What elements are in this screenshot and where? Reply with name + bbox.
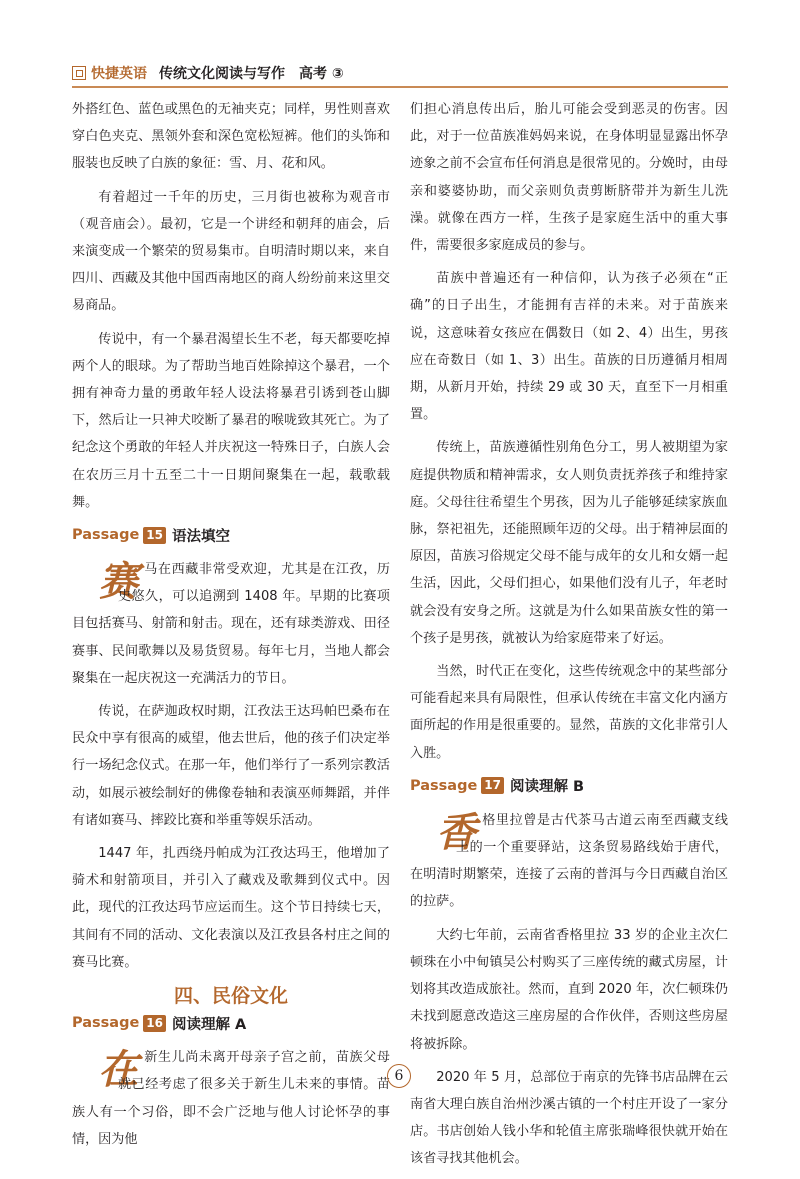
- section-title: 四、民俗文化: [173, 985, 288, 1008]
- drop-cap: 赛: [98, 558, 139, 606]
- page-number: 6: [387, 1064, 411, 1088]
- left-column: [72, 96, 390, 1159]
- paragraph-text: 新生儿尚未离开母亲子宫之前，苗族父母就已经考虑了很多关于新生儿未来的事情。苗族人有一个习俗，即不会广泛地与他人讨论怀孕的事情，因为他: [72, 1050, 390, 1147]
- paragraph: 传说，在萨迦政权时期，江孜法王达玛帕巴桑布在民众中享有很高的威望，他去世后，他的孩子们决定举行一场纪念仪式。在那一年，他们举行了一系列宗教活动，如展示被绘制好的佛像卷轴和表演巫师舞蹈，并伴有诸如赛马、摔跤比赛和举重等娱乐活动。: [72, 704, 390, 828]
- drop-cap: 在: [98, 1046, 139, 1094]
- header-rule: [72, 86, 728, 88]
- paragraph: 2020 年 5 月，总部位于南京的先锋书店品牌在云南省大理白族自治州沙溪古镇的一个村庄开设了一家分店。书店创始人钱小华和轮值主席张瑞峰很快就开始在该省寻找其他机会。: [410, 1069, 728, 1167]
- logo-icon: [72, 66, 86, 80]
- paragraph: [72, 1044, 390, 1153]
- passage-label: Passage: [410, 777, 478, 794]
- paragraph: 外搭红色、蓝色或黑色的无袖夹克；同样，男性则喜欢穿白色夹克、黑领外套和深色宽松短裤。他们的头饰和服装也反映了白族的象征：雪、月、花和风。: [72, 102, 390, 172]
- passage-label: Passage: [72, 527, 140, 544]
- passage-label: Passage: [72, 1015, 140, 1032]
- passage-type: 语法填空: [172, 528, 230, 545]
- passage-16-heading: [72, 1010, 390, 1036]
- passage-type: 阅读理解 A: [172, 1016, 247, 1033]
- paragraph: 传统上，苗族遵循性别角色分工，男人被期望为家庭提供物质和精神需求，女人则负责抚养孩子和维持家庭。父母往往希望生个男孩，因为儿子能够延续家族血脉，祭祀祖先，还能照顾年迈的父母。出于精神层面的原因，苗族习俗规定父母不能与成年的女儿和女婿一起生活，因此，父母们担心，如果他们没有儿子，年老时就会没有安身之所。这就是为什么如果苗族女性的第一个孩子是男孩，就被认为给家庭带来了好运。: [410, 440, 728, 646]
- brand-name: 快捷英语: [91, 66, 147, 82]
- passage-number: 17: [481, 777, 504, 794]
- paragraph: 传说中，有一个暴君渴望长生不老，每天都要吃掉两个人的眼球。为了帮助当地百姓除掉这个暴君，一个拥有神奇力量的勇敢年轻人设法将暴君引诱到苍山脚下，然后让一只神犬咬断了暴君的喉咙致其死亡。为了纪念这个勇敢的年轻人并庆祝这一特殊日子，白族人会在农历三月十五至二十一日期间聚集在一起，载歌载舞。: [72, 331, 390, 510]
- right-column: [410, 96, 728, 1179]
- paragraph-text: 马在西藏非常受欢迎，尤其是在江孜，历史悠久，可以追溯到 1408 年。早期的比赛项目包括赛马、射箭和射击。现在，还有球类游戏、田径赛事、民间歌舞以及易货贸易。每年七月，当地人都会聚集在一起庆祝这一充满活力的节日。: [72, 562, 390, 686]
- paragraph-text: 格里拉曾是古代茶马古道云南至西藏支线上的一个重要驿站，这条贸易路线始于唐代，在明清时期繁荣，连接了云南的普洱与今日西藏自治区的拉萨。: [410, 812, 728, 910]
- paragraph: 当然，时代正在变化，这些传统观念中的某些部分可能看起来具有局限性，但承认传统在丰富文化内涵方面所起的作用是很重要的。显然，苗族的文化非常引人入胜。: [410, 664, 728, 761]
- paragraph: 1447 年，扎西绕丹帕成为江孜达玛王，他增加了骑术和射箭项目，并引入了藏戏及歌舞到仪式中。因此，现代的江孜达玛节应运而生。这个节日持续七天，其间有不同的活动、文化表演以及江孜县各村庄之间的赛马比赛。: [72, 846, 390, 970]
- paragraph: 们担心消息传出后，胎儿可能会受到恶灵的伤害。因此，对于一位苗族准妈妈来说，在身体明显显露出怀孕迹象之前不会宣布任何消息是很常见的。分娩时，由母亲和婆婆协助，而父亲则负责剪断脐带并为新生儿洗澡。就像在西方一样，生孩子是家庭生活中的重大事件，需要很多家庭成员的参与。: [410, 102, 728, 254]
- paragraph: [72, 556, 390, 692]
- paragraph: 苗族中普遍还有一种信仰，认为孩子必须在“正确”的日子出生，才能拥有吉祥的未来。对于苗族来说，这意味着女孩应在偶数日（如 2、4）出生，男孩应在奇数日（如 1、3）出生。苗族的日历遵循月相周期，从新月开始，持续 29 或 30 天，直至下一月相重置。: [410, 271, 728, 423]
- passage-number: 15: [143, 527, 166, 544]
- paragraph: 大约七年前，云南省香格里拉 33 岁的企业主次仁顿珠在小中甸镇吴公村购买了三座传统的藏式房屋，计划将其改造成旅社。然而，直到 2020 年，次仁顿珠仍未找到愿意改造这三座房屋的合作伙伴，否则这些房屋将被拆除。: [410, 927, 728, 1052]
- passage-number: 16: [143, 1015, 166, 1032]
- page-header: [72, 62, 728, 84]
- drop-cap: 香: [436, 808, 477, 856]
- paragraph: 有着超过一千年的历史，三月街也被称为观音市（观音庙会）。最初，它是一个讲经和朝拜的庙会，后来演变成一个繁荣的贸易集市。自明清时期以来，来自四川、西藏及其他中国西南地区的商人纷纷前来这里交易商品。: [72, 189, 390, 314]
- paragraph: [410, 807, 728, 916]
- passage-15-heading: [72, 522, 390, 548]
- passage-type: 阅读理解 B: [510, 779, 585, 796]
- series-title: 传统文化阅读与写作 高考 ③: [159, 66, 344, 82]
- passage-17-heading: [410, 773, 728, 799]
